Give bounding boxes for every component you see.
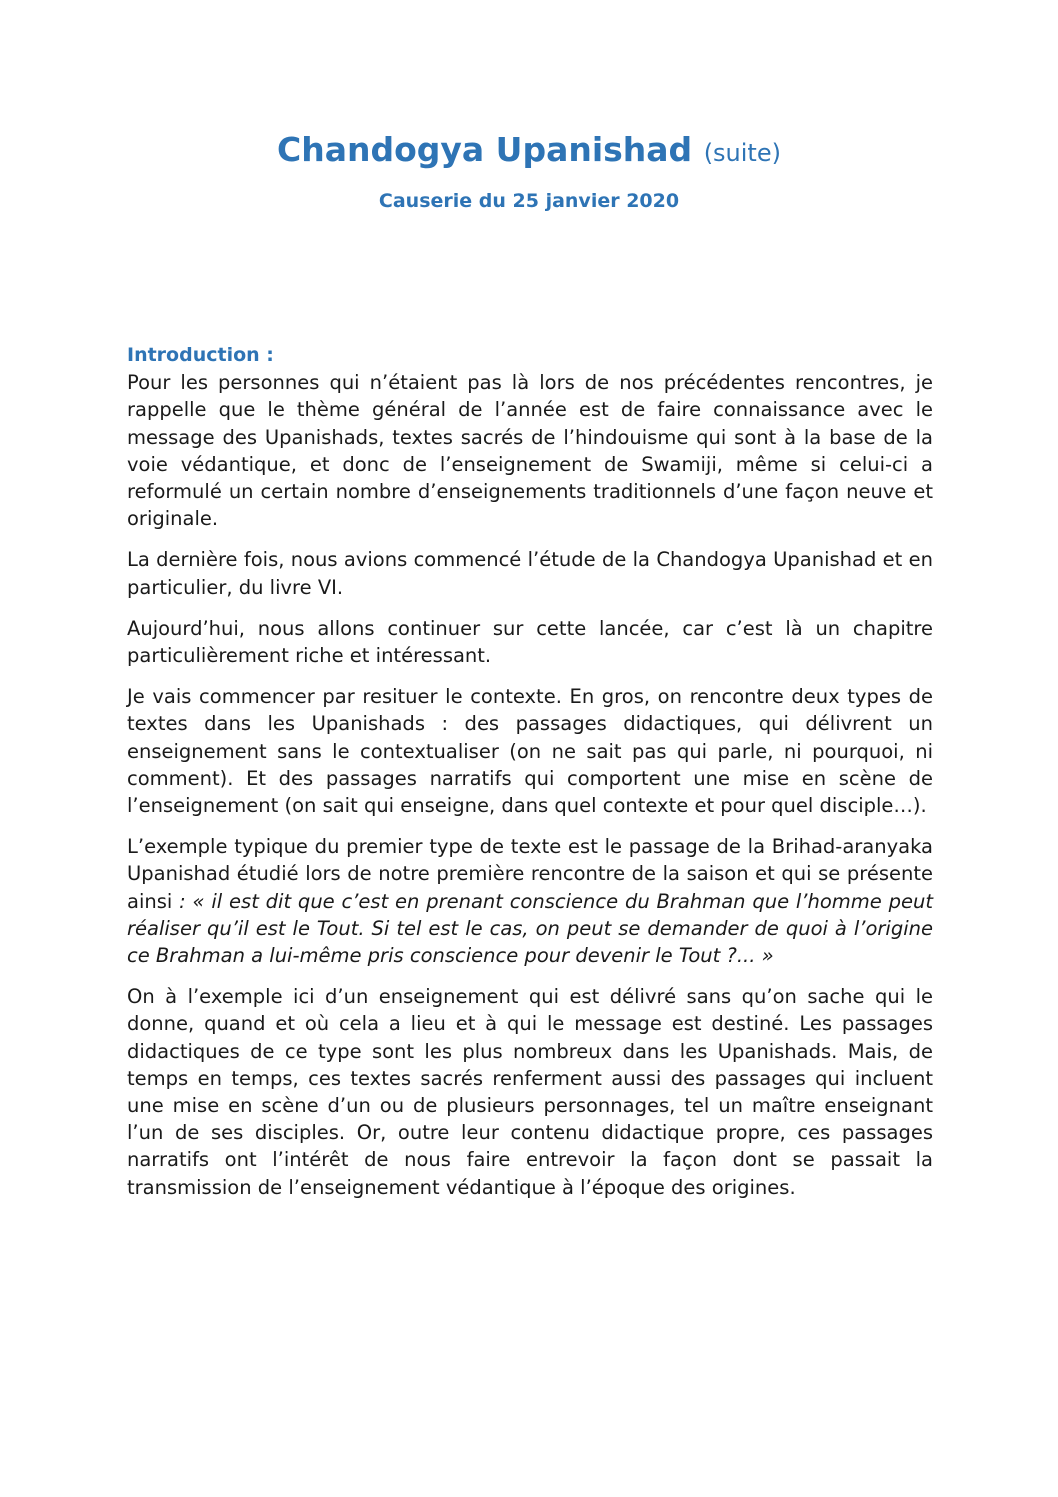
title-block [0,128,1058,215]
paragraph-today: Aujourd’hui, nous allons continuer sur cette lancée, car c’est là un chapitre particulièrement riche et intéressant. [127,616,933,668]
document-body [127,342,933,1215]
paragraph-closing: On à l’exemple ici d’un enseignement qui est délivré sans qu’on sache qui le donne, quand et où cela a lieu et à qui le message est destiné. Les passages didactiques de ce type sont les plus nombreux dans les Upanishads. Mais, de temps en temps, ces textes sacrés renferment aussi des passages qui incluent une mise en scène d’un ou de plusieurs personnages, tel un maître enseignant l’un de ses disciples. Or, outre leur contenu didactique propre, ces passages narratifs ont l’intérêt de nous faire entrevoir la façon dont se passait la transmission de l’enseignement védantique à l’époque des origines. [127,985,933,1199]
paragraph-intro: Pour les personnes qui n’étaient pas là lors de nos précédentes rencontres, je rappelle que le thème général de l’année est de faire connaissance avec le message des Upanishads, textes sacrés de l’hindouisme qui sont à la base de la voie védantique, et donc de l’enseignement de Swamiji, même si celui-ci a reformulé un certain nombre d’enseignements traditionnels d’une façon neuve et originale. [127,371,933,531]
page-title-suffix: (suite) [703,139,781,167]
paragraph-example-text: L’exemple typique du premier type de texte est le passage de la Brihad-aranyaka Upanishad étudié lors de notre première rencontre de la saison et qui se présente ainsi [127,835,933,913]
page-subtitle: Causerie du 25 janvier 2020 [378,190,680,212]
section-heading-introduction: Introduction : [127,344,274,366]
paragraph-context: Je vais commencer par resituer le contexte. En gros, on rencontre deux types de textes dans les Upanishads : des passages didactiques, qui délivrent un enseignement sans le contextualiser (on ne sait pas qui parle, ni pourquoi, ni comment). Et des passages narratifs qui comportent une mise en scène de l’enseignement (on sait qui enseigne, dans quel contexte et pour quel disciple…). [127,685,933,818]
page-title-main: Chandogya Upanishad [277,130,693,169]
quote-brihadaranyaka: : « il est dit que c’est en prenant conscience du Brahman que l’homme peut réaliser qu’il est le Tout. Si tel est le cas, on peut se demander de quoi à l’origine ce Brahman a lui-même pris conscience pour devenir le Tout ?... » [127,889,933,968]
paragraph-example [127,833,933,969]
page-title [0,128,1058,175]
paragraph-last-time: La dernière fois, nous avions commencé l’étude de la Chandogya Upanishad et en particulier, du livre VI. [127,548,933,599]
